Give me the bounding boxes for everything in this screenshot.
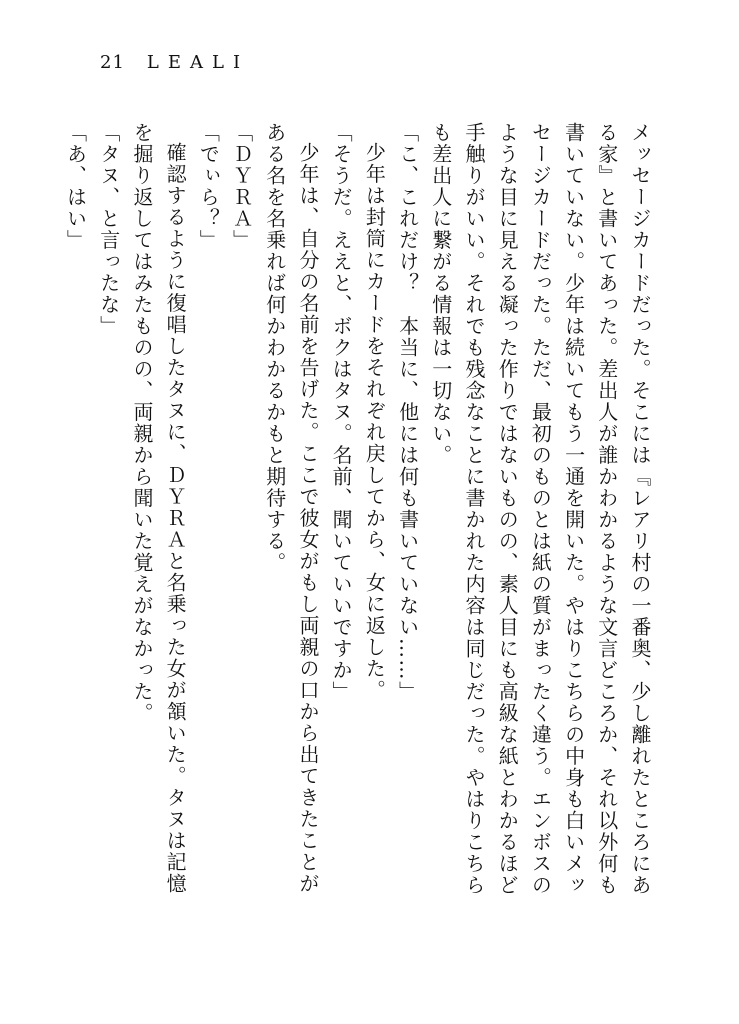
paragraph-0: メッセージカードだった。そこには『レアリ村の一番奥、少し離れたところにある家』と書いてあった。差出人が誰かわかるような文言どころか、それ以外何も書いていない。少年は続いてもう一通を開いた。やはりこちらの中身も白いメッセージカードだった。ただ、最初のものとは紙の質がまったく違う。エンボスのような目に見える凝った作りではないものの、素人目にも高級な紙とわかるほど手触りがいい。それでも残念なことに書かれた内容は同じだった。やはりこちらも差出人に繋がる情報は一切ない。: [428, 122, 652, 896]
page-number: 21: [100, 52, 125, 73]
paragraph-1: 「こ、これだけ？ 本当に、他には何も書いていない……」: [395, 122, 420, 703]
book-title: LEALI: [146, 52, 250, 73]
paragraph-2: 少年は封筒にカードをそれぞれ戻してから、女に返した。: [362, 142, 387, 701]
vertical-text-body: [63, 122, 656, 912]
paragraph-9: 「あ、はい」: [63, 122, 88, 251]
page-header: [100, 52, 249, 73]
paragraph-3: 「そうだ。ええと、ボクはタヌ。名前、聞いていいですか」: [329, 122, 354, 703]
paragraph-5: 「ＤＹＲＡ」: [229, 122, 254, 251]
paragraph-6: 「でぃら？」: [196, 122, 221, 251]
paragraph-7: 確認するように復唱したタヌに、ＤＹＲＡと名乗った女が頷いた。タヌは記憶を掘り返してはみたものの、両親から聞いた覚えがなかった。: [129, 122, 188, 895]
paragraph-4: 少年は、自分の名前を告げた。ここで彼女がもし両親の口から出てきたことがある名を名乗れば何かわかるかもと期待する。: [262, 122, 320, 895]
paragraph-8: 「タヌ、と言ったな」: [96, 122, 121, 337]
